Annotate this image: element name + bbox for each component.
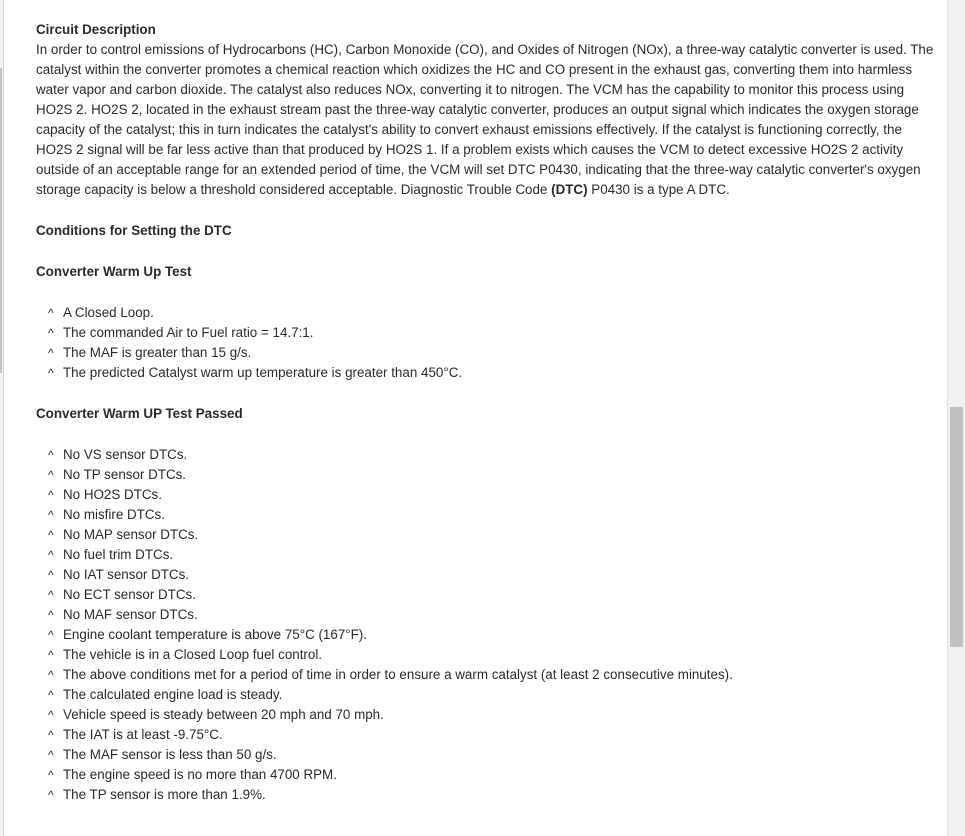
list-item — [36, 323, 936, 343]
caret-bullet: ^ — [48, 346, 54, 360]
list-item-text: No MAF sensor DTCs. — [63, 607, 198, 622]
scrollbar-thumb[interactable] — [950, 407, 963, 647]
caret-bullet: ^ — [48, 568, 54, 582]
list-item — [36, 485, 936, 505]
vertical-scrollbar[interactable] — [947, 0, 965, 836]
list-item — [36, 725, 936, 745]
list-item — [36, 645, 936, 665]
list-item — [36, 465, 936, 485]
caret-bullet: ^ — [48, 588, 54, 602]
caret-bullet: ^ — [48, 528, 54, 542]
caret-bullet: ^ — [48, 608, 54, 622]
circuit-text-part-1: In order to control emissions of Hydrocarbons (HC), Carbon Monoxide (CO), and Oxides of Nitrogen (NOx), a three-way catalytic converter is used. The catalyst within the converter promotes a chemical reaction which oxidizes the HC and CO present in the exhaust gas, converting them into harmless water vapor and carbon dioxide. The catalyst also reduces NOx, converting it to nitrogen. The VCM has the capability to monitor this process using HO2S 2. HO2S 2, located in the exhaust stream past the three-way catalytic converter, produces an output signal which indicates the oxygen storage capacity of the catalyst; this in turn indicates the catalyst's ability to convert exhaust emissions effectively. If the catalyst is functioning correctly, the HO2S 2 signal will be far less active than that produced by HO2S 1. If a problem exists which causes the VCM to detect excessive HO2S 2 activity outside of an acceptable range for an extended period of time, the VCM will set DTC P0430, indicating that the three-way catalytic converter's oxygen storage capacity is below a threshold considered acceptable. Diagnostic Trouble Code — [36, 42, 934, 197]
section-spacer — [36, 241, 936, 262]
list-item-text: No VS sensor DTCs. — [63, 447, 188, 462]
caret-bullet: ^ — [48, 748, 54, 762]
list-item-text: The calculated engine load is steady. — [63, 687, 283, 702]
list-item — [36, 765, 936, 785]
list-item-text: No ECT sensor DTCs. — [63, 587, 196, 602]
caret-bullet: ^ — [48, 548, 54, 562]
list-item — [36, 363, 936, 383]
list-item-text: The commanded Air to Fuel ratio = 14.7:1. — [63, 325, 314, 340]
warm-up-test-passed-heading: Converter Warm UP Test Passed — [36, 406, 243, 421]
caret-bullet: ^ — [48, 628, 54, 642]
circuit-description-heading: Circuit Description — [36, 22, 156, 37]
list-item-text: No IAT sensor DTCs. — [63, 567, 190, 582]
list-item — [36, 505, 936, 525]
section-spacer — [36, 424, 936, 445]
conditions-heading: Conditions for Setting the DTC — [36, 223, 232, 238]
list-item — [36, 605, 936, 625]
caret-bullet: ^ — [48, 648, 54, 662]
caret-bullet: ^ — [48, 708, 54, 722]
list-item-text: No misfire DTCs. — [63, 507, 165, 522]
list-item — [36, 785, 936, 805]
caret-bullet: ^ — [48, 668, 54, 682]
list-item — [36, 745, 936, 765]
circuit-text-part-2: P0430 is a type A DTC. — [587, 182, 730, 197]
list-item-text: The engine speed is no more than 4700 RPM. — [63, 767, 337, 782]
section-spacer — [36, 383, 936, 404]
list-item-text: No MAP sensor DTCs. — [63, 527, 199, 542]
list-item — [36, 585, 936, 605]
window-left-edge — [0, 0, 4, 836]
list-item — [36, 565, 936, 585]
list-item-text: Engine coolant temperature is above 75°C (167°F). — [63, 627, 367, 642]
caret-bullet: ^ — [48, 488, 54, 502]
caret-bullet: ^ — [48, 728, 54, 742]
section-spacer — [36, 282, 936, 303]
list-item-text: The MAF sensor is less than 50 g/s. — [63, 747, 277, 762]
warm-up-test-passed-list — [36, 445, 936, 805]
list-item-text: The MAF is greater than 15 g/s. — [63, 345, 252, 360]
list-item — [36, 303, 936, 323]
list-item-text: The predicted Catalyst warm up temperature is greater than 450°C. — [63, 365, 463, 380]
list-item-text: No HO2S DTCs. — [63, 487, 162, 502]
list-item — [36, 705, 936, 725]
list-item — [36, 525, 936, 545]
list-item-text: The above conditions met for a period of time in order to ensure a warm catalyst (at least 2 consecutive minutes). — [63, 667, 733, 682]
list-item — [36, 545, 936, 565]
dtc-abbreviation: (DTC) — [551, 182, 588, 197]
caret-bullet: ^ — [48, 468, 54, 482]
list-item-text: No TP sensor DTCs. — [63, 467, 187, 482]
caret-bullet: ^ — [48, 788, 54, 802]
list-item-text: The vehicle is in a Closed Loop fuel control. — [63, 647, 323, 662]
list-item — [36, 685, 936, 705]
caret-bullet: ^ — [48, 448, 54, 462]
caret-bullet: ^ — [48, 326, 54, 340]
warm-up-test-list — [36, 303, 936, 383]
caret-bullet: ^ — [48, 366, 54, 380]
document-content — [36, 20, 936, 805]
list-item — [36, 665, 936, 685]
list-item-text: A Closed Loop. — [63, 305, 154, 320]
list-item — [36, 445, 936, 465]
section-spacer — [36, 200, 936, 221]
caret-bullet: ^ — [48, 306, 54, 320]
list-item-text: The IAT is at least -9.75°C. — [63, 727, 223, 742]
caret-bullet: ^ — [48, 688, 54, 702]
list-item — [36, 343, 936, 363]
caret-bullet: ^ — [48, 768, 54, 782]
left-edge-marker — [0, 68, 2, 373]
list-item-text: Vehicle speed is steady between 20 mph and 70 mph. — [63, 707, 384, 722]
list-item-text: The TP sensor is more than 1.9%. — [63, 787, 266, 802]
caret-bullet: ^ — [48, 508, 54, 522]
circuit-description-text — [36, 40, 936, 200]
list-item — [36, 625, 936, 645]
warm-up-test-heading: Converter Warm Up Test — [36, 264, 192, 279]
list-item-text: No fuel trim DTCs. — [63, 547, 174, 562]
